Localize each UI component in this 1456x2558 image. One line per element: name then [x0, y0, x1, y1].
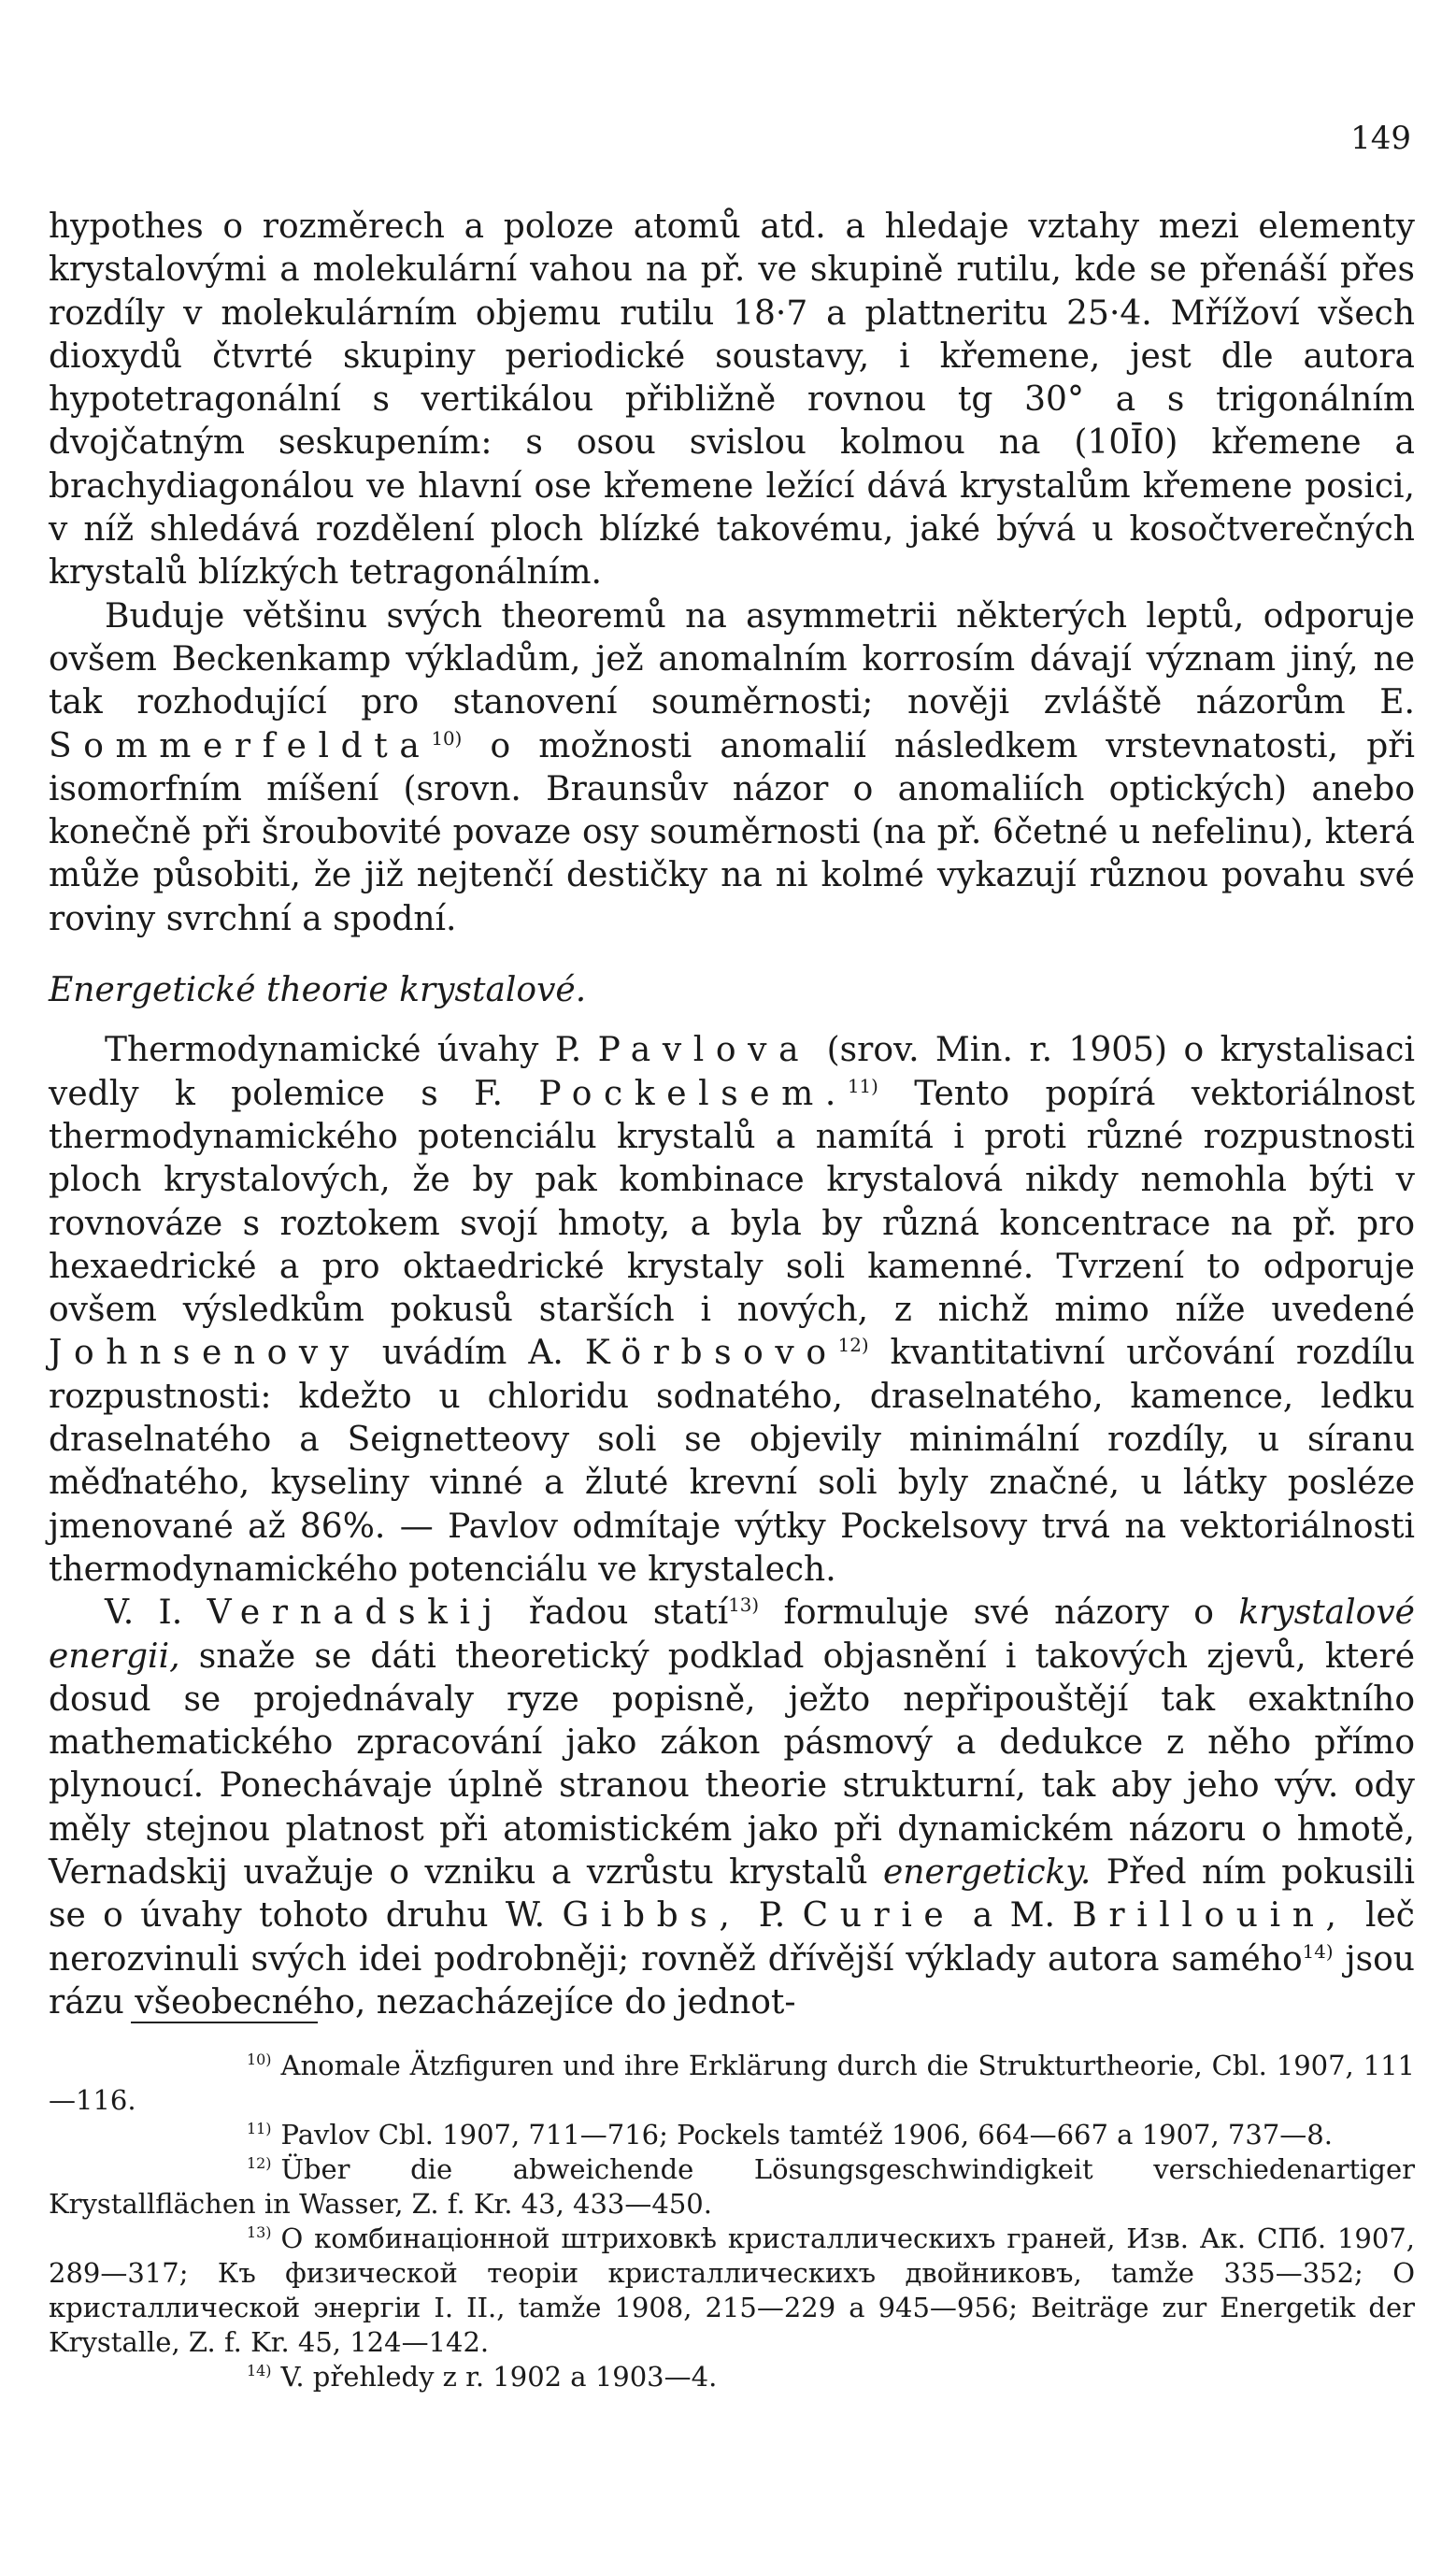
footnote-ref: 10) [431, 727, 463, 750]
author-name: Körbsovo [584, 1334, 838, 1373]
footnote: $^{13)}$ О комбинаціонной штриховкѣ кристаллическихъ граней, Изв. Ак. СПб. 1907, 289—317; Къ физической теоріи кристаллическихъ двойниковъ, tamže 335—352; О кристаллической энергіи I. II., tamže 1908, 215—229 a 945—956; Beiträge zur Energetik der Krystalle, Z. f. Kr. 45, 124—142. [49, 2222, 1415, 2358]
author-name: Vernadskij [207, 1593, 505, 1633]
author-name: Pavlova [597, 1031, 811, 1070]
footnote-ref: 11) [847, 1075, 878, 1097]
author-name: Sommerfeldta [49, 726, 432, 765]
emphasis: krystalové energii, [49, 1593, 1415, 1676]
author-name: Pockelsem. [538, 1074, 848, 1113]
paragraph-4: V. I. Vernadskij řadou statí$^{13)}$ formuluje své názory o krystalové energii, snaže se dáti theoretický podklad objasnění i takových zjevů, které dosud se projednávaly ryze popisně, ježto nepřipouštějí tak exaktního mathematického zpracování jako zákon pásmový a dedukce z něho přímo plynoucí. Ponechávaje úplně stranou theorie strukturní, tak aby jeho výv. ody měly stejnou platnost při atomistickém jako při dynamickém názoru o hmotě, Vernadskij uvažuje o vzniku a vzrůstu krystalů energeticky. Před ním pokusili se o úvahy tohoto druhu W. Gibbs, P. Curie a M. Brillouin, leč nerozvinuli svých idei podrobněji; rovněž dřívější výklady autora samého$^{14)}$ jsou rázu všeobecného, nezacházejíce do jednot- [49, 1593, 1415, 2022]
body-text [49, 206, 1415, 2024]
author-name: Gibbs, [562, 1896, 742, 1936]
page-number: 149 [1350, 120, 1411, 157]
emphasis: energeticky. [883, 1852, 1092, 1892]
author-name: Johnsenovy [49, 1334, 361, 1373]
author-name: Curie [802, 1896, 956, 1936]
footnote: $^{10)}$ Anomale Ätzfiguren und ihre Erklärung durch die Strukturtheorie, Cbl. 1907, 111—116. [49, 2050, 1415, 2116]
paragraph-2: Buduje většinu svých theoremů na asymmetrii některých leptů, odporuje ovšem Beckenkamp výkladům, jež anomalním korrosím dávají význam jiný, ne tak rozhodující pro stanovení souměrnosti; nověji zvláště názorům E. Sommerfeldta$^{10)}$ o možnosti anomalií následkem vrstevnatosti, při isomorfním míšení (srovn. Braunsův názor o anomaliích optických) anebo konečně při šroubovité povaze osy souměrnosti (na př. 6četné u nefelinu), která může působiti, že již nejtenčí destičky na ni kolmé vykazují různou povahu své roviny svrchní a spodní. [49, 596, 1415, 938]
footnote: $^{12)}$ Über die abweichende Lösungsgeschwindigkeit verschiedenartiger Krystallflächen in Wasser, Z. f. Kr. 43, 433—450. [49, 2153, 1415, 2220]
footnote: $^{11)}$ Pavlov Cbl. 1907, 711—716; Pockels tamtéž 1906, 664—667 a 1907, 737—8. [247, 2119, 1333, 2151]
footnote-rule [131, 2022, 318, 2023]
section-heading: Energetické theorie krystalové. [49, 971, 587, 1010]
paragraph-1: hypothes o rozměrech a poloze atomů atd. a hledaje vztahy mezi elementy krystalovými a molekulární vahou na př. ve skupině rutilu, kde se přenáší přes rozdíly v molekulárním objemu rutilu 18·7 a plattneritu 25·4. Mřížoví všech dioxydů čtvrté skupiny periodické soustavy, i křemene, jest dle autora hypotetragonální s vertikálou přibližně rovnou tg 30° a s trigonálním dvojčatným seskupením: s osou svislou kolmou na (10Ī0) křemene a brachydiagonálou ve hlavní ose křemene ležící dává krystalům křemene posici, v níž shledává rozdělení ploch blízké takovému, jaké bývá u kosočtverečných krystalů blízkých tetragonálním. [49, 207, 1415, 593]
footnote: $^{14)}$ V. přehledy z r. 1902 a 1903—4. [247, 2361, 718, 2393]
footnote-ref: 14) [1302, 1940, 1334, 1963]
author-name: Brillouin, [1072, 1896, 1349, 1936]
footnote-ref: 12) [837, 1335, 869, 1357]
paragraph-3: Thermodynamické úvahy P. Pavlova (srov. Min. r. 1905) o krystalisaci vedly k polemice s F. Pockelsem.$^{11)}$ Tento popírá vektoriálnost thermodynamického potenciálu krystalů a namítá i proti různé rozpustnosti ploch krystalových, že by pak kombinace krystalová nikdy nemohla býti v rovnováze s roztokem svojí hmoty, a byla by různá koncentrace na př. pro hexaedrické a pro oktaedrické krystaly soli kamenné. Tvrzení to odporuje ovšem výsledkům pokusů starších i nových, z nichž mimo níže uvedené Johnsenovy uvádím A. Körbsovo$^{12)}$ kvantitativní určování rozdílu rozpustnosti: kdežto u chloridu sodnatého, draselnatého, kamence, ledku draselnatého a Seignetteovy soli se objevily minimální rozdíly, u síranu měďnatého, kyseliny vinné a žluté krevní soli byly značné, u látky posléze jmenované až 86%. — Pavlov odmítaje výtky Pockelsovy trvá na vektoriálnosti thermodynamického potenciálu ve krystalech. [49, 1031, 1415, 1589]
footnote-ref: 13) [728, 1594, 760, 1617]
footnotes [49, 2049, 1415, 2394]
